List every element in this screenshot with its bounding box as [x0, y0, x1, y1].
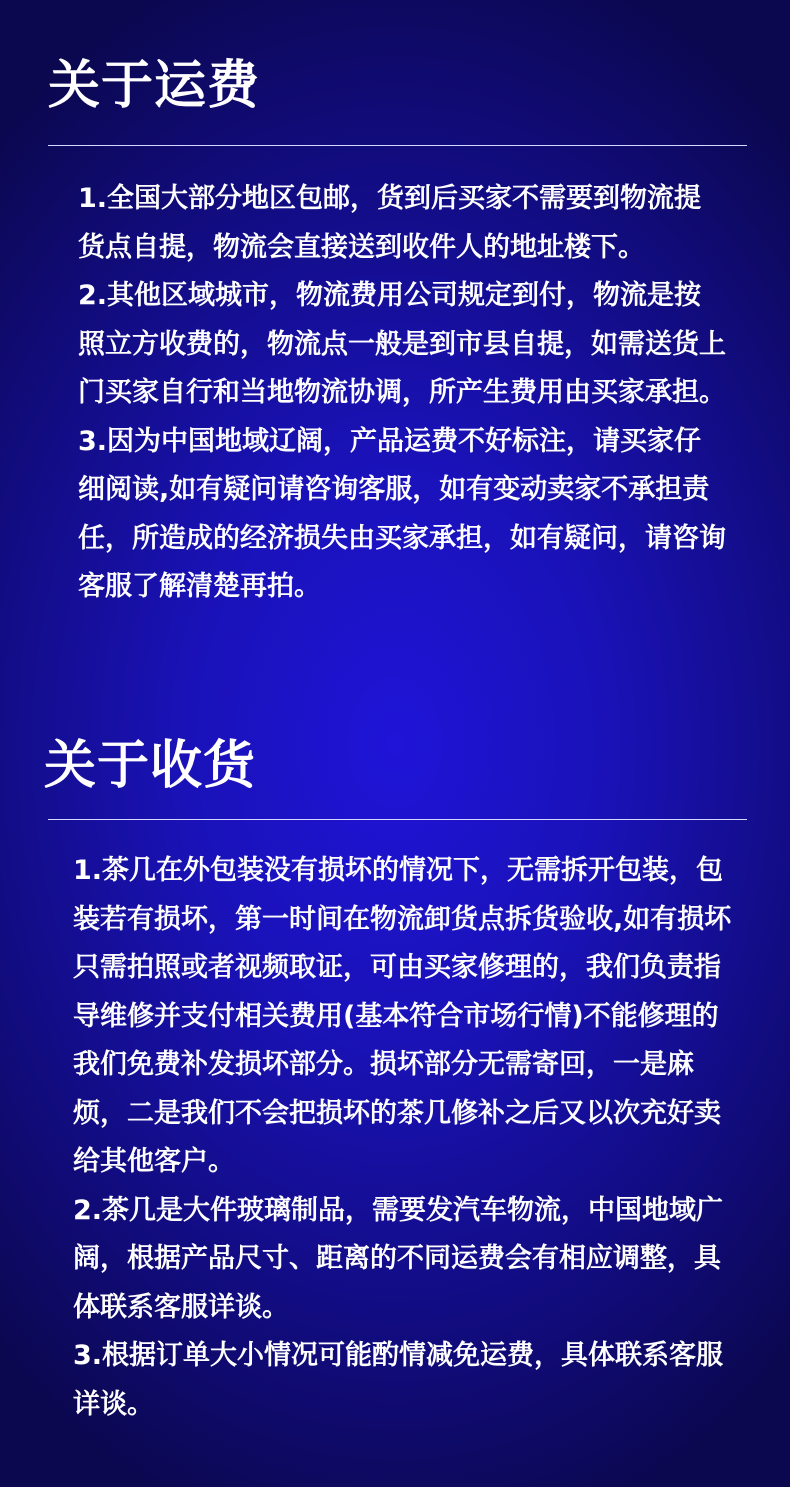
shipping-item-3: 3.因为中国地域辽阔，产品运费不好标注，请买家仔细阅读,如有疑问请咨询客服，如有变动卖家不承担责任，所造成的经济损失由买家承担，如有疑问，请咨询客服了解清楚再拍。: [78, 425, 726, 602]
shipping-item-1: 1.全国大部分地区包邮，货到后买家不需要到物流提货点自提，物流会直接送到收件人的地址楼下。: [78, 183, 702, 263]
shipping-title: 关于运费: [48, 56, 261, 116]
shipping-list: [78, 175, 728, 612]
shipping-item-2: 2.其他区域城市，物流费用公司规定到付，物流是按照立方收费的，物流点一般是到市县自提，如需送货上门买家自行和当地物流协调，所产生费用由买家承担。: [78, 280, 726, 408]
receiving-title: 关于收货: [44, 736, 257, 796]
receiving-item-2: 2.茶几是大件玻璃制品，需要发汽车物流，中国地域广阔，根据产品尺寸、距离的不同运费会有相应调整，具体联系客服详谈。: [73, 1194, 724, 1323]
receiving-item-1: 1.茶几在外包装没有损坏的情况下，无需拆开包装，包装若有损坏，第一时间在物流卸货点拆货验收,如有损坏只需拍照或者视频取证，可由买家修理的，我们负责指导维修并支付相关费用(基本符合市场行情)不能修理的我们免费补发损坏部分。损坏部分无需寄回，一是麻烦，二是我们不会把损坏的茶几修补之后又以次充好卖给其他客户。: [73, 855, 732, 1177]
receiving-divider: [48, 819, 747, 820]
receiving-list: [73, 847, 733, 1429]
shipping-divider: [48, 145, 747, 146]
receiving-item-3: 3.根据订单大小情况可能酌情减免运费，具体联系客服详谈。: [73, 1340, 724, 1420]
